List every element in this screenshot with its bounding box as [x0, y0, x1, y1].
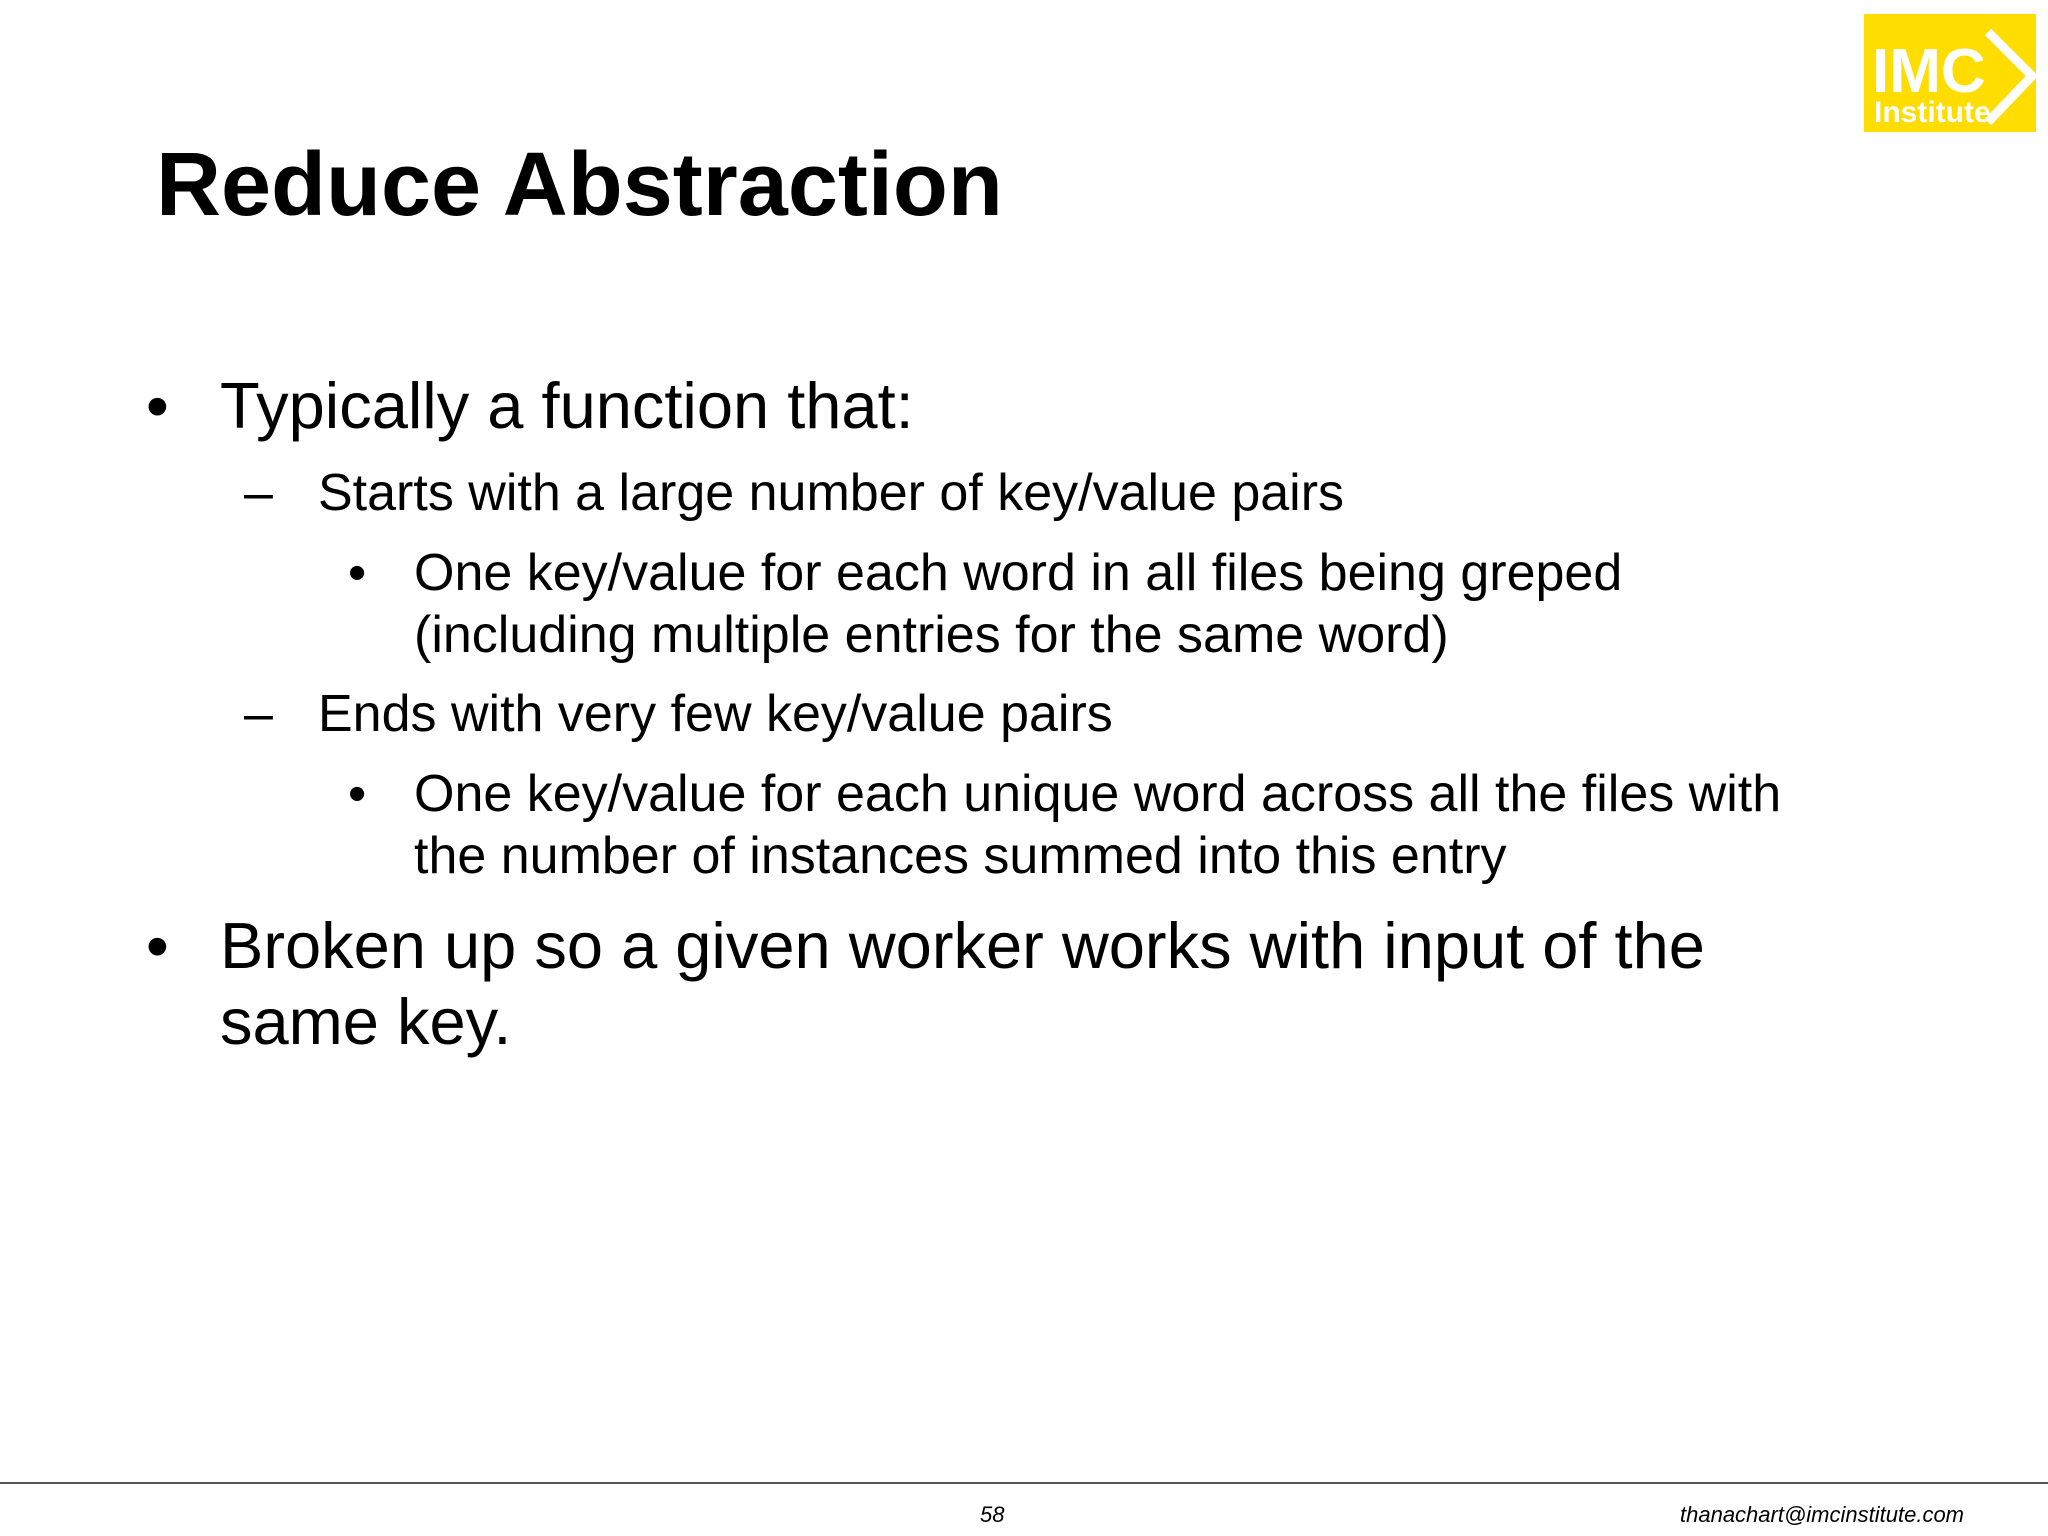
- bullet-marker: •: [348, 544, 367, 602]
- slide-title: Reduce Abstraction: [156, 135, 1003, 235]
- sub-bullet-text: Ends with very few key/value pairs: [318, 685, 1113, 743]
- dash-marker: –: [244, 464, 273, 522]
- sub-bullet-text: Starts with a large number of key/value pairs: [318, 464, 1345, 522]
- svg-text:IMC: IMC: [1872, 37, 1986, 106]
- footer-divider: [0, 1482, 2048, 1484]
- imc-institute-logo: [1864, 14, 2036, 132]
- bullet-text: Typically a function that:: [220, 369, 914, 442]
- bullet-marker: •: [146, 369, 169, 442]
- sub-sub-bullet-text-line1: One key/value for each word in all files being greped: [414, 544, 1623, 602]
- page-number: 58: [980, 1502, 1005, 1527]
- sub-sub-bullet-text-line2: (including multiple entries for the same word): [414, 606, 1449, 664]
- footer-email: thanachart@imcinstitute.com: [1680, 1502, 1965, 1527]
- sub-sub-bullet-text-line1: One key/value for each unique word across all the files with: [414, 765, 1782, 823]
- bullet-text-line2: same key.: [220, 985, 512, 1058]
- bullet-marker: •: [348, 765, 367, 823]
- bullet-text-line1: Broken up so a given worker works with input of the: [220, 909, 1705, 982]
- dash-marker: –: [244, 685, 273, 743]
- bullet-marker: •: [146, 909, 169, 982]
- svg-text:Institute: Institute: [1874, 96, 1991, 129]
- sub-sub-bullet-text-line2: the number of instances summed into this entry: [414, 827, 1507, 885]
